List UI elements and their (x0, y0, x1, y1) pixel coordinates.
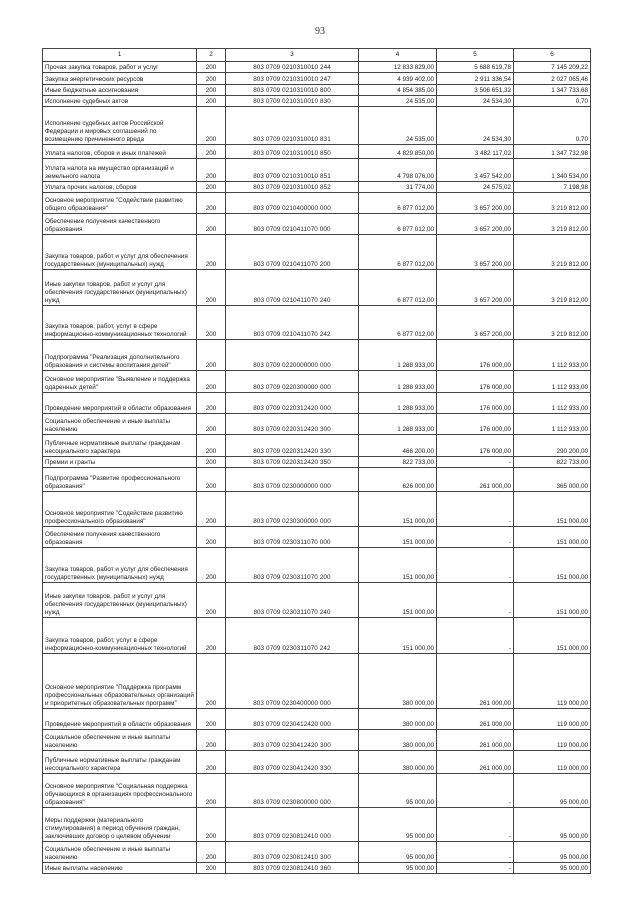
row-budget-code: 803 0709 0210310010 830 (226, 96, 359, 107)
row-amount-col4: 1 288 933,00 (359, 393, 437, 414)
row-amount-col6: 151 000,00 (514, 492, 591, 527)
row-amount-col4: 24 535,00 (359, 107, 437, 145)
row-amount-col6: 0,70 (514, 96, 591, 107)
table-header-row (43, 49, 591, 62)
row-amount-col6: 3 219 812,00 (514, 214, 591, 235)
row-amount-col5: 176 000,00 (437, 340, 514, 371)
row-amount-col5: - (437, 842, 514, 863)
row-name: Закупка товаров, работ, услуг в сфере информационно-коммуникационных технологий (43, 306, 197, 340)
row-name: Публичные нормативные выплаты гражданам несоциального характера (43, 435, 197, 457)
table-row (43, 468, 591, 492)
row-amount-col6: 119 000,00 (514, 654, 591, 709)
row-amount-col5: 3 657 200,00 (437, 306, 514, 340)
table-row (43, 709, 591, 730)
row-amount-col6: 3 219 812,00 (514, 193, 591, 214)
page-number: 93 (315, 26, 325, 37)
table-row (43, 371, 591, 393)
row-amount-col5: 176 000,00 (437, 371, 514, 393)
table-row (43, 306, 591, 340)
column-header: 2 (197, 49, 226, 62)
row-amount-col5: 2 911 336,54 (437, 73, 514, 85)
row-budget-code: 803 0709 0210310010 852 (226, 182, 359, 193)
row-section: 200 (197, 107, 226, 145)
row-amount-col6: 1 112 933,00 (514, 393, 591, 414)
row-budget-code: 803 0709 0220000000 000 (226, 340, 359, 371)
row-budget-code: 803 0709 0230412420 300 (226, 730, 359, 751)
row-amount-col4: 1 288 933,00 (359, 340, 437, 371)
row-section: 200 (197, 182, 226, 193)
row-name: Проведение мероприятий в области образования (43, 393, 197, 414)
row-name: Уплата налогов, сборов и иных платежей (43, 145, 197, 159)
row-name: Уплата налога на имущество организаций и земельного налога (43, 159, 197, 182)
table-row (43, 85, 591, 96)
row-amount-col6: 822 733,00 (514, 457, 591, 468)
row-section: 200 (197, 618, 226, 654)
row-name: Подпрограмма "Развитие профессионального образования" (43, 468, 197, 492)
row-amount-col6: 7 145 209,22 (514, 62, 591, 73)
row-amount-col4: 151 000,00 (359, 492, 437, 527)
row-amount-col6: 151 000,00 (514, 548, 591, 583)
row-amount-col4: 6 877 012,00 (359, 193, 437, 214)
table-row (43, 842, 591, 863)
row-name: Исполнение судебных актов Российской Федерации и мировых соглашений по возмещению причиненного вреда (43, 107, 197, 145)
row-budget-code: 803 0709 0210310010 247 (226, 73, 359, 85)
row-budget-code: 803 0709 0230400000 000 (226, 654, 359, 709)
row-amount-col5: - (437, 583, 514, 618)
row-amount-col4: 95 000,00 (359, 842, 437, 863)
row-amount-col5: 176 000,00 (437, 393, 514, 414)
table-row (43, 340, 591, 371)
row-amount-col6: 365 000,00 (514, 468, 591, 492)
row-amount-col6: 1 340 534,00 (514, 159, 591, 182)
table-row (43, 654, 591, 709)
row-amount-col6: 1 112 933,00 (514, 371, 591, 393)
row-amount-col5: 261 000,00 (437, 654, 514, 709)
row-name: Обеспечение получения качественного образования (43, 527, 197, 548)
row-amount-col4: 31 774,00 (359, 182, 437, 193)
row-name: Прочая закупка товаров, работ и услуг (43, 62, 197, 73)
table-row (43, 435, 591, 457)
row-budget-code: 803 0709 0220312420 330 (226, 435, 359, 457)
row-section: 200 (197, 85, 226, 96)
row-amount-col6: 151 000,00 (514, 618, 591, 654)
row-section: 200 (197, 145, 226, 159)
row-name: Закупка товаров, работ, услуг в сфере информационно-коммуникационных технологий (43, 618, 197, 654)
row-amount-col5: 3 506 651,32 (437, 85, 514, 96)
row-amount-col4: 95 000,00 (359, 808, 437, 842)
row-budget-code: 803 0709 0230412420 330 (226, 751, 359, 774)
row-section: 200 (197, 468, 226, 492)
row-amount-col6: 95 000,00 (514, 774, 591, 808)
row-amount-col5: 5 688 619,78 (437, 62, 514, 73)
row-amount-col4: 12 833 829,00 (359, 62, 437, 73)
row-amount-col6: 95 000,00 (514, 863, 591, 874)
row-amount-col5: 24 534,30 (437, 107, 514, 145)
table-row (43, 774, 591, 808)
row-amount-col6: 1 347 732,98 (514, 145, 591, 159)
row-amount-col4: 6 877 012,00 (359, 270, 437, 306)
row-budget-code: 803 0709 0210310010 800 (226, 85, 359, 96)
row-amount-col5: 3 657 200,00 (437, 270, 514, 306)
row-section: 200 (197, 340, 226, 371)
row-amount-col6: 95 000,00 (514, 842, 591, 863)
row-amount-col4: 95 000,00 (359, 774, 437, 808)
row-budget-code: 803 0709 0230812410 360 (226, 863, 359, 874)
row-amount-col4: 4 939 402,00 (359, 73, 437, 85)
row-section: 200 (197, 583, 226, 618)
row-amount-col6: 119 000,00 (514, 730, 591, 751)
row-amount-col5: 176 000,00 (437, 435, 514, 457)
row-amount-col4: 95 000,00 (359, 863, 437, 874)
row-budget-code: 803 0709 0230311070 242 (226, 618, 359, 654)
column-header: 4 (359, 49, 437, 62)
row-name: Иные закупки товаров, работ и услуг для обеспечения государственных (муниципальных) нужд (43, 583, 197, 618)
row-name: Исполнение судебных актов (43, 96, 197, 107)
row-amount-col4: 151 000,00 (359, 548, 437, 583)
row-name: Закупка товаров, работ и услуг для обеспечения государственных (муниципальных) нужд (43, 548, 197, 583)
row-amount-col5: 261 000,00 (437, 709, 514, 730)
table-row (43, 182, 591, 193)
row-amount-col6: 95 000,00 (514, 808, 591, 842)
row-section: 200 (197, 62, 226, 73)
row-name: Уплата прочих налогов, сборов (43, 182, 197, 193)
row-section: 200 (197, 306, 226, 340)
row-amount-col6: 7 198,98 (514, 182, 591, 193)
row-amount-col5: 261 000,00 (437, 730, 514, 751)
row-amount-col4: 380 000,00 (359, 654, 437, 709)
row-section: 200 (197, 73, 226, 85)
row-amount-col4: 380 000,00 (359, 751, 437, 774)
row-section: 200 (197, 654, 226, 709)
row-section: 200 (197, 548, 226, 583)
row-amount-col4: 1 288 933,00 (359, 371, 437, 393)
row-amount-col5: 3 482 117,02 (437, 145, 514, 159)
row-budget-code: 803 0709 0230311070 000 (226, 527, 359, 548)
row-budget-code: 803 0709 0220312420 300 (226, 414, 359, 435)
row-amount-col4: 466 200,00 (359, 435, 437, 457)
row-amount-col6: 290 200,00 (514, 435, 591, 457)
row-amount-col6: 1 112 933,00 (514, 414, 591, 435)
table-row (43, 808, 591, 842)
row-amount-col5: 24 575,02 (437, 182, 514, 193)
row-name: Подпрограмма "Реализация дополнительного образования и системы воспитания детей" (43, 340, 197, 371)
row-amount-col4: 6 877 012,00 (359, 214, 437, 235)
row-budget-code: 803 0709 0230412420 000 (226, 709, 359, 730)
row-section: 200 (197, 159, 226, 182)
table-row (43, 527, 591, 548)
row-amount-col4: 380 000,00 (359, 730, 437, 751)
row-amount-col6: 2 027 065,46 (514, 73, 591, 85)
row-amount-col6: 3 219 812,00 (514, 306, 591, 340)
table-row (43, 62, 591, 73)
row-amount-col6: 3 219 812,00 (514, 270, 591, 306)
row-name: Публичные нормативные выплаты гражданам несоциального характера (43, 751, 197, 774)
row-amount-col5: 261 000,00 (437, 468, 514, 492)
row-amount-col4: 151 000,00 (359, 618, 437, 654)
row-amount-col4: 151 000,00 (359, 583, 437, 618)
row-section: 200 (197, 492, 226, 527)
row-amount-col5: 3 457 542,00 (437, 159, 514, 182)
row-section: 200 (197, 730, 226, 751)
row-budget-code: 803 0709 0230812410 300 (226, 842, 359, 863)
row-budget-code: 803 0709 0210310010 831 (226, 107, 359, 145)
row-section: 200 (197, 751, 226, 774)
table-row (43, 583, 591, 618)
row-section: 200 (197, 270, 226, 306)
table-row (43, 548, 591, 583)
table-row (43, 863, 591, 874)
row-section: 200 (197, 774, 226, 808)
row-section: 200 (197, 214, 226, 235)
table-row (43, 96, 591, 107)
row-amount-col5: 24 534,30 (437, 96, 514, 107)
row-section: 200 (197, 863, 226, 874)
row-budget-code: 803 0709 0210310010 850 (226, 145, 359, 159)
row-amount-col5: - (437, 527, 514, 548)
row-name: Социальное обеспечение и иные выплаты населению (43, 414, 197, 435)
row-name: Обеспечение получения качественного образования (43, 214, 197, 235)
row-name: Премии и гранты (43, 457, 197, 468)
row-name: Меры поддержки (материального стимулирования) в период обучения граждан, заключивших договор о целевом обучении (43, 808, 197, 842)
row-section: 200 (197, 393, 226, 414)
row-budget-code: 803 0709 0220312420 000 (226, 393, 359, 414)
row-name: Закупка энергетических ресурсов (43, 73, 197, 85)
table-row (43, 393, 591, 414)
row-budget-code: 803 0709 0210411070 200 (226, 235, 359, 270)
table-row (43, 270, 591, 306)
row-amount-col6: 151 000,00 (514, 583, 591, 618)
table-row (43, 214, 591, 235)
row-amount-col5: - (437, 808, 514, 842)
row-budget-code: 803 0709 0210411070 000 (226, 214, 359, 235)
row-budget-code: 803 0709 0210411070 240 (226, 270, 359, 306)
table-row (43, 73, 591, 85)
row-section: 200 (197, 709, 226, 730)
row-amount-col4: 4 798 076,00 (359, 159, 437, 182)
row-name: Проведение мероприятий в области образования (43, 709, 197, 730)
table-row (43, 235, 591, 270)
row-section: 200 (197, 96, 226, 107)
row-name: Основное мероприятие "Содействие развитию общего образования" (43, 193, 197, 214)
table-row (43, 145, 591, 159)
row-name: Иные бюджетные ассигнования (43, 85, 197, 96)
row-section: 200 (197, 414, 226, 435)
row-amount-col5: 3 657 200,00 (437, 235, 514, 270)
row-amount-col5: 176 000,00 (437, 414, 514, 435)
row-name: Основное мероприятие "Социальная поддержка обучающихся в организациях профессионального образования" (43, 774, 197, 808)
row-amount-col6: 1 112 933,00 (514, 340, 591, 371)
row-amount-col5: 261 000,00 (437, 751, 514, 774)
row-amount-col6: 1 347 733,68 (514, 85, 591, 96)
row-budget-code: 803 0709 0230800000 000 (226, 774, 359, 808)
row-amount-col5: - (437, 457, 514, 468)
table-row (43, 618, 591, 654)
row-amount-col5: - (437, 548, 514, 583)
row-amount-col6: 3 219 812,00 (514, 235, 591, 270)
row-name: Закупка товаров, работ и услуг для обеспечения государственных (муниципальных) нужд (43, 235, 197, 270)
row-budget-code: 803 0709 0230000000 000 (226, 468, 359, 492)
row-budget-code: 803 0709 0220300000 000 (226, 371, 359, 393)
row-amount-col4: 4 829 850,00 (359, 145, 437, 159)
row-budget-code: 803 0709 0210310010 244 (226, 62, 359, 73)
row-budget-code: 803 0709 0230812410 000 (226, 808, 359, 842)
table-row (43, 159, 591, 182)
table-row (43, 457, 591, 468)
row-name: Основное мероприятие "Содействие развитию профессионального образования" (43, 492, 197, 527)
row-budget-code: 803 0709 0230311070 240 (226, 583, 359, 618)
row-amount-col5: 3 657 200,00 (437, 214, 514, 235)
row-amount-col6: 119 000,00 (514, 751, 591, 774)
table-row (43, 414, 591, 435)
row-name: Социальное обеспечение и иные выплаты населению (43, 730, 197, 751)
row-amount-col4: 380 000,00 (359, 709, 437, 730)
table-row (43, 492, 591, 527)
table-row (43, 107, 591, 145)
row-amount-col5: - (437, 863, 514, 874)
row-amount-col5: - (437, 774, 514, 808)
column-header: 1 (43, 49, 197, 62)
table-row (43, 751, 591, 774)
row-budget-code: 803 0709 0210310010 851 (226, 159, 359, 182)
row-amount-col5: - (437, 492, 514, 527)
row-amount-col4: 4 854 385,00 (359, 85, 437, 96)
row-amount-col4: 6 877 012,00 (359, 235, 437, 270)
row-amount-col4: 24 535,00 (359, 96, 437, 107)
row-section: 200 (197, 457, 226, 468)
row-amount-col5: 3 657 200,00 (437, 193, 514, 214)
row-budget-code: 803 0709 0220312420 350 (226, 457, 359, 468)
budget-table (42, 48, 591, 874)
row-section: 200 (197, 371, 226, 393)
row-name: Основное мероприятие "Выявление и поддержка одаренных детей" (43, 371, 197, 393)
column-header: 5 (437, 49, 514, 62)
row-section: 200 (197, 435, 226, 457)
row-amount-col4: 6 877 012,00 (359, 306, 437, 340)
row-amount-col6: 119 000,00 (514, 709, 591, 730)
column-header: 3 (226, 49, 359, 62)
row-amount-col5: - (437, 618, 514, 654)
row-section: 200 (197, 235, 226, 270)
row-name: Иные выплаты населению (43, 863, 197, 874)
row-section: 200 (197, 193, 226, 214)
row-budget-code: 803 0709 0210400000 000 (226, 193, 359, 214)
row-section: 200 (197, 808, 226, 842)
row-name: Основное мероприятие "Поддержка программ профессиональных образовательных организаций и приоритетных образовательных программ" (43, 654, 197, 709)
row-budget-code: 803 0709 0230300000 000 (226, 492, 359, 527)
column-header: 6 (514, 49, 591, 62)
row-amount-col6: 151 000,00 (514, 527, 591, 548)
table-row (43, 193, 591, 214)
row-amount-col4: 151 000,00 (359, 527, 437, 548)
row-name: Иные закупки товаров, работ и услуг для обеспечения государственных (муниципальных) нужд (43, 270, 197, 306)
row-section: 200 (197, 842, 226, 863)
row-amount-col4: 822 733,00 (359, 457, 437, 468)
row-budget-code: 803 0709 0210411070 242 (226, 306, 359, 340)
row-section: 200 (197, 527, 226, 548)
row-budget-code: 803 0709 0230311070 200 (226, 548, 359, 583)
row-amount-col4: 1 288 933,00 (359, 414, 437, 435)
table-row (43, 730, 591, 751)
row-amount-col6: 0,70 (514, 107, 591, 145)
row-name: Социальное обеспечение и иные выплаты населению (43, 842, 197, 863)
row-amount-col4: 626 000,00 (359, 468, 437, 492)
